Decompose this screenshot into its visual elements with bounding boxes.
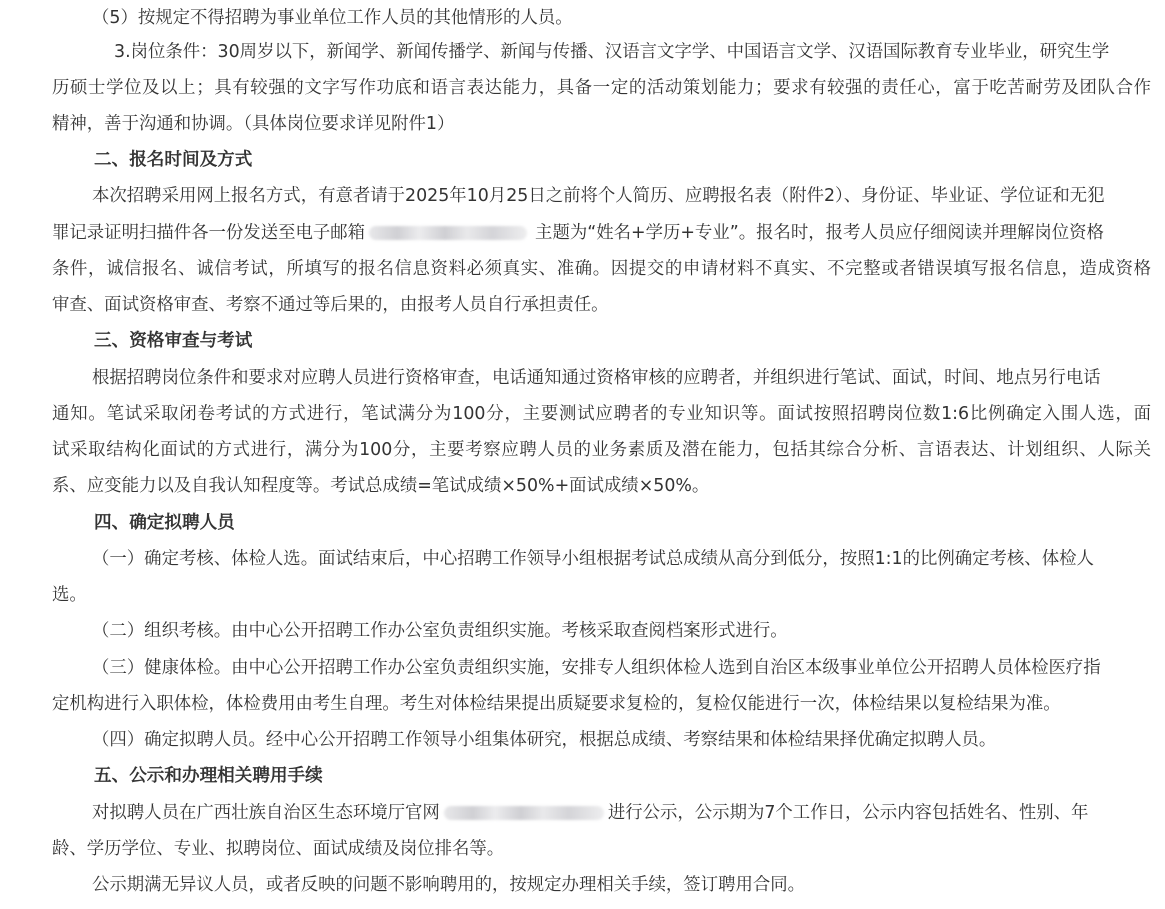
section-heading <box>52 758 1151 794</box>
paragraph-line <box>52 287 1151 323</box>
paragraph-line: 通知。笔试采取闭卷考试的方式进行，笔试满分为100分，主要测试应聘者的专业知识等。面试按照招聘岗位数1:6比例确定入围人选，面 <box>52 404 1151 424</box>
text-line: （二）组织考核。由中心公开招聘工作办公室负责组织实施。考核采取查阅档案形式进行。 <box>92 621 788 641</box>
text-line: 对拟聘人员在广西壮族自治区生态环境厅官网 <box>92 803 440 823</box>
paragraph-line <box>52 215 1151 251</box>
section-heading <box>52 505 1151 541</box>
paragraph-line <box>52 34 1151 70</box>
paragraph-line <box>52 577 1151 613</box>
paragraph-line: 试采取结构化面试的方式进行，满分为100分，主要考察应聘人员的业务素质及潜在能力，包括其综合分析、言语表达、计划组织、人际关 <box>52 440 1151 460</box>
text-line: 主题为“姓名+学历+专业”。报名时，报考人员应仔细阅读并理解岗位资格 <box>535 223 1104 243</box>
text-line: 龄、学历学位、专业、拟聘岗位、面试成绩及岗位排名等。 <box>52 839 505 859</box>
paragraph-line <box>52 541 1151 577</box>
text-line: （一）确定考核、体检人选。面试结束后，中心招聘工作领导小组根据考试总成绩从高分到低分，按照1:1的比例确定考核、体检人 <box>92 549 1094 569</box>
text-line: 定机构进行入职体检，体检费用由考生自理。考生对体检结果提出质疑要求复检的，复检仅能进行一次，体检结果以复检结果为准。 <box>52 694 1061 714</box>
paragraph-line <box>52 0 1151 36</box>
paragraph-line <box>52 650 1151 686</box>
paragraph-line: 历硕士学位及以上；具有较强的文字写作功底和语言表达能力，具备一定的活动策划能力；要求有较强的责任心，富于吃苦耐劳及团队合作 <box>52 78 1151 98</box>
paragraph-line <box>52 106 1151 142</box>
text-line: 进行公示，公示期为7个工作日，公示内容包括姓名、性别、年 <box>607 803 1089 823</box>
section-heading-text: 五、公示和办理相关聘用手续 <box>94 766 323 786</box>
paragraph-line: 条件，诚信报名、诚信考试，所填写的报名信息资料必须真实、准确。因提交的申请材料不真实、不完整或者错误填写报名信息，造成资格 <box>52 259 1151 279</box>
redacted-url <box>444 806 604 820</box>
paragraph-line <box>52 867 1151 903</box>
text-line: 精神，善于沟通和协调。（具体岗位要求详见附件1） <box>52 114 455 134</box>
text-line: 系、应变能力以及自我认知程度等。考试总成绩=笔试成绩×50%+面试成绩×50%。 <box>52 476 710 496</box>
section-heading-text: 二、报名时间及方式 <box>94 150 253 170</box>
paragraph-line <box>52 795 1151 831</box>
text-line: 选。 <box>52 585 87 605</box>
text-line: （5）按规定不得招聘为事业单位工作人员的其他情形的人员。 <box>92 8 573 28</box>
text-line: （三）健康体检。由中心公开招聘工作办公室负责组织实施，安排专人组织体检人选到自治区本级事业单位公开招聘人员体检医疗指 <box>92 658 1101 678</box>
text-line: 罪记录证明扫描件各一份发送至电子邮箱 <box>52 223 366 243</box>
paragraph-line <box>52 360 1151 396</box>
paragraph-line <box>52 468 1151 504</box>
section-heading <box>52 142 1151 178</box>
text-line: 公示期满无异议人员，或者反映的问题不影响聘用的，按规定办理相关手续，签订聘用合同。 <box>92 875 806 895</box>
paragraph-line <box>52 831 1151 867</box>
section-heading <box>52 323 1151 359</box>
text-line: 根据招聘岗位条件和要求对应聘人员进行资格审查，电话通知通过资格审核的应聘者，并组织进行笔试、面试，时间、地点另行电话 <box>92 368 1101 388</box>
paragraph-line <box>52 722 1151 758</box>
section-heading-text: 四、确定拟聘人员 <box>94 513 235 533</box>
paragraph-line <box>52 178 1151 214</box>
paragraph-line <box>52 686 1151 722</box>
text-line: 审查、面试资格审查、考察不通过等后果的，由报考人员自行承担责任。 <box>52 295 609 315</box>
section-heading-text: 三、资格审查与考试 <box>94 331 253 351</box>
redacted-email <box>369 226 527 240</box>
text-line: 本次招聘采用网上报名方式，有意者请于2025年10月25日之前将个人简历、应聘报名表（附件2）、身份证、毕业证、学位证和无犯 <box>92 186 1105 206</box>
paragraph-line <box>52 613 1151 649</box>
text-line: 3.岗位条件：30周岁以下，新闻学、新闻传播学、新闻与传播、汉语言文字学、中国语言文学、汉语国际教育专业毕业，研究生学 <box>114 42 1110 62</box>
text-line: （四）确定拟聘人员。经中心公开招聘工作领导小组集体研究，根据总成绩、考察结果和体检结果择优确定拟聘人员。 <box>92 730 997 750</box>
